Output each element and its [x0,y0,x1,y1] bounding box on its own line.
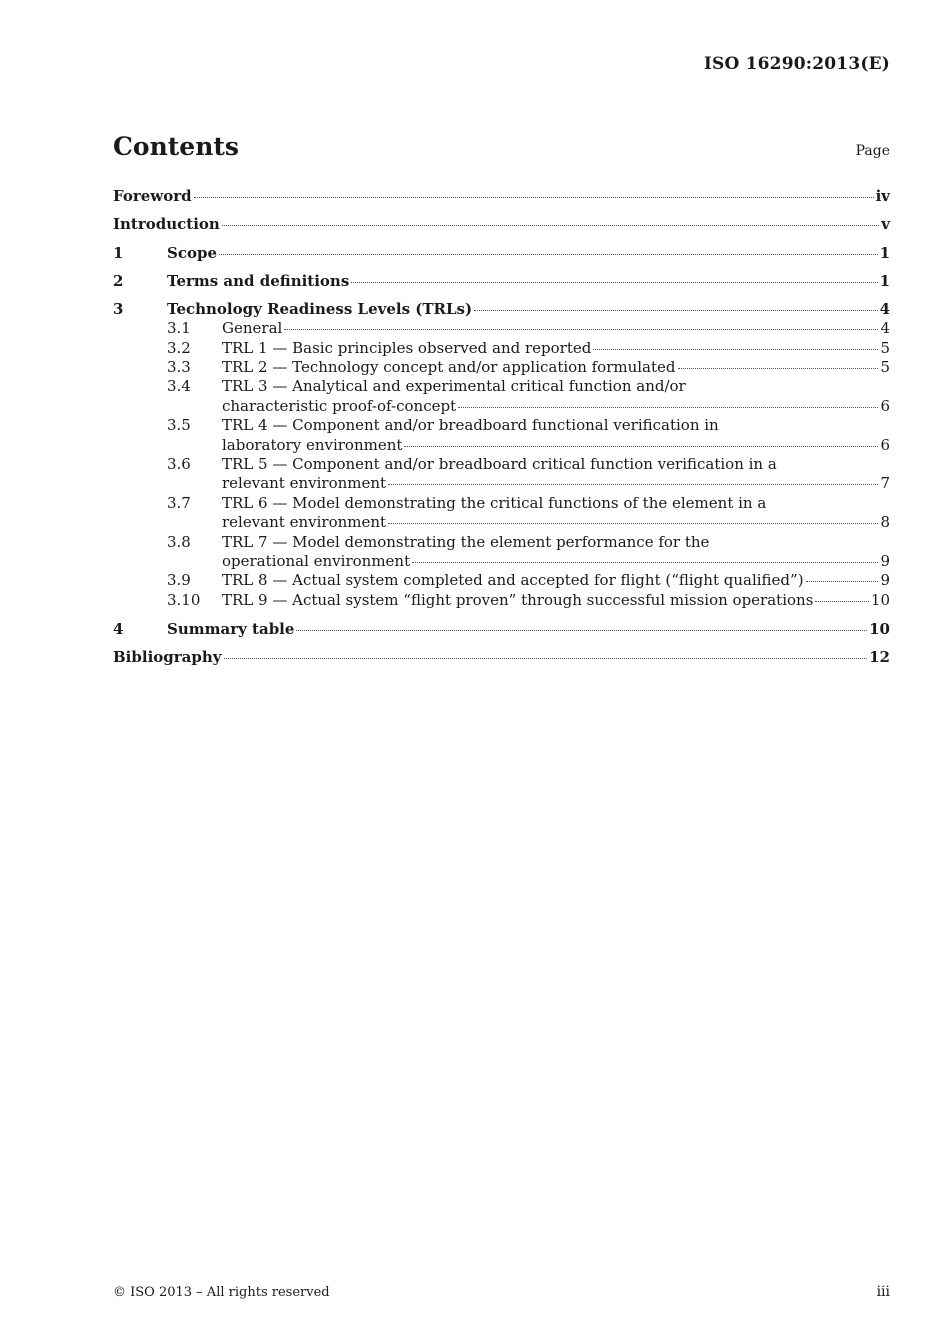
dot-leader [296,630,867,631]
toc-page-number: 1 [879,271,890,290]
toc-label: TRL 9 — Actual system “flight proven” through successful mission operations [222,590,814,609]
dot-leader [474,310,877,311]
toc-label: Scope [167,243,218,262]
dot-leader [388,523,878,524]
toc-number: 3.4 [167,377,191,396]
footer-copyright: © ISO 2013 – All rights reserved [113,1285,330,1300]
dot-leader [806,581,879,582]
toc-number: 3.8 [167,532,191,551]
toc-page-number: 10 [869,619,890,638]
toc-label: General [222,319,283,338]
toc-label-line: TRL 6 — Model demonstrating the critical functions of the element in a [222,493,767,512]
document-id: ISO 16290:2013(E) [703,54,890,74]
toc-entry-3-1[interactable] [113,319,890,338]
dot-leader [224,658,868,659]
toc-label-line: characteristic proof-of-concept [222,396,457,415]
toc-entry-bibliography[interactable] [113,647,890,667]
toc-page-number: 12 [869,647,890,666]
toc-number: 3.3 [167,358,191,376]
toc-page-number: 7 [880,474,890,493]
toc-label: Technology Readiness Levels (TRLs) [167,300,473,319]
dot-leader [194,197,874,198]
toc-page-number: 6 [880,396,890,415]
dot-leader [351,282,877,283]
toc-label: TRL 1 — Basic principles observed and reported [222,338,592,357]
toc-number: 4 [113,619,124,638]
toc-label: Bibliography [113,647,222,666]
toc-label: Introduction [113,215,220,234]
toc-entry-3-4[interactable] [113,377,890,416]
toc-page-number: 4 [879,300,890,319]
toc-page-number: 9 [880,552,890,571]
dot-leader [404,446,878,447]
toc-label-line: TRL 7 — Model demonstrating the element performance for the [222,532,710,551]
toc-entry-3-10[interactable] [113,591,890,610]
toc-page-number: 10 [870,590,890,609]
toc-number: 3.2 [167,338,191,357]
toc-label-line: TRL 4 — Component and/or breadboard functional verification in [222,416,719,435]
toc-number: 3.7 [167,493,191,512]
toc-entry-trls[interactable] [113,299,890,319]
dot-leader [412,562,878,563]
dot-leader [815,601,869,602]
dot-leader [222,225,879,226]
toc-entry-3-6[interactable] [113,455,890,494]
dot-leader [388,484,878,485]
toc-number: 1 [113,243,124,262]
toc-entry-3-5[interactable] [113,416,890,455]
dot-leader [458,407,878,408]
dot-leader [284,329,878,330]
toc-page-number: 5 [880,338,890,357]
toc-page-number: 9 [880,571,890,590]
toc-label-line: relevant environment [222,513,387,532]
toc-entry-terms[interactable] [113,271,890,291]
toc-page-number: 8 [880,513,890,532]
toc-page-number: iv [875,187,890,205]
toc-number: 3.6 [167,455,191,474]
footer-page-number: iii [876,1284,890,1300]
toc-label: Foreword [113,187,192,205]
toc-number: 2 [113,271,124,290]
toc-page-number: 6 [880,435,890,454]
toc-label-line: laboratory environment [222,435,403,454]
dot-leader [219,254,878,255]
toc-number: 3.1 [167,319,191,338]
toc-number: 3.9 [167,571,191,590]
toc-page-number: 1 [879,243,890,262]
toc-entry-scope[interactable] [113,243,890,263]
toc-label-line: TRL 5 — Component and/or breadboard critical function verification in a [222,455,777,474]
toc-entry-3-8[interactable] [113,533,890,572]
toc-page-number: v [881,215,890,234]
toc-label-line: TRL 3 — Analytical and experimental critical function and/or [222,377,686,396]
dot-leader [593,349,878,350]
toc-page-number: 4 [880,319,890,338]
dot-leader [678,368,879,369]
toc-page-number: 5 [880,358,890,376]
page-column-label: Page [855,143,890,159]
toc-number: 3.5 [167,416,191,435]
toc-entry-3-9[interactable] [113,571,890,590]
toc-label: TRL 2 — Technology concept and/or application formulated [222,358,676,376]
toc-label-line: operational environment [222,552,411,571]
toc-label: TRL 8 — Actual system completed and accepted for flight (“flight qualified”) [222,571,804,590]
page-title: Contents [113,132,240,161]
toc-number: 3.10 [167,590,201,609]
toc-entry-3-3[interactable] [113,358,890,377]
toc-entry-3-2[interactable] [113,339,890,358]
toc-number: 3 [113,300,124,319]
toc-entry-3-7[interactable] [113,494,890,533]
toc-label-line: relevant environment [222,474,387,493]
toc-entry-introduction[interactable] [113,214,890,234]
toc-label: Summary table [167,619,295,638]
toc-entry-foreword[interactable] [113,186,890,206]
toc-entry-summary-table[interactable] [113,619,890,639]
toc-label: Terms and definitions [167,271,350,290]
table-of-contents [113,186,890,675]
